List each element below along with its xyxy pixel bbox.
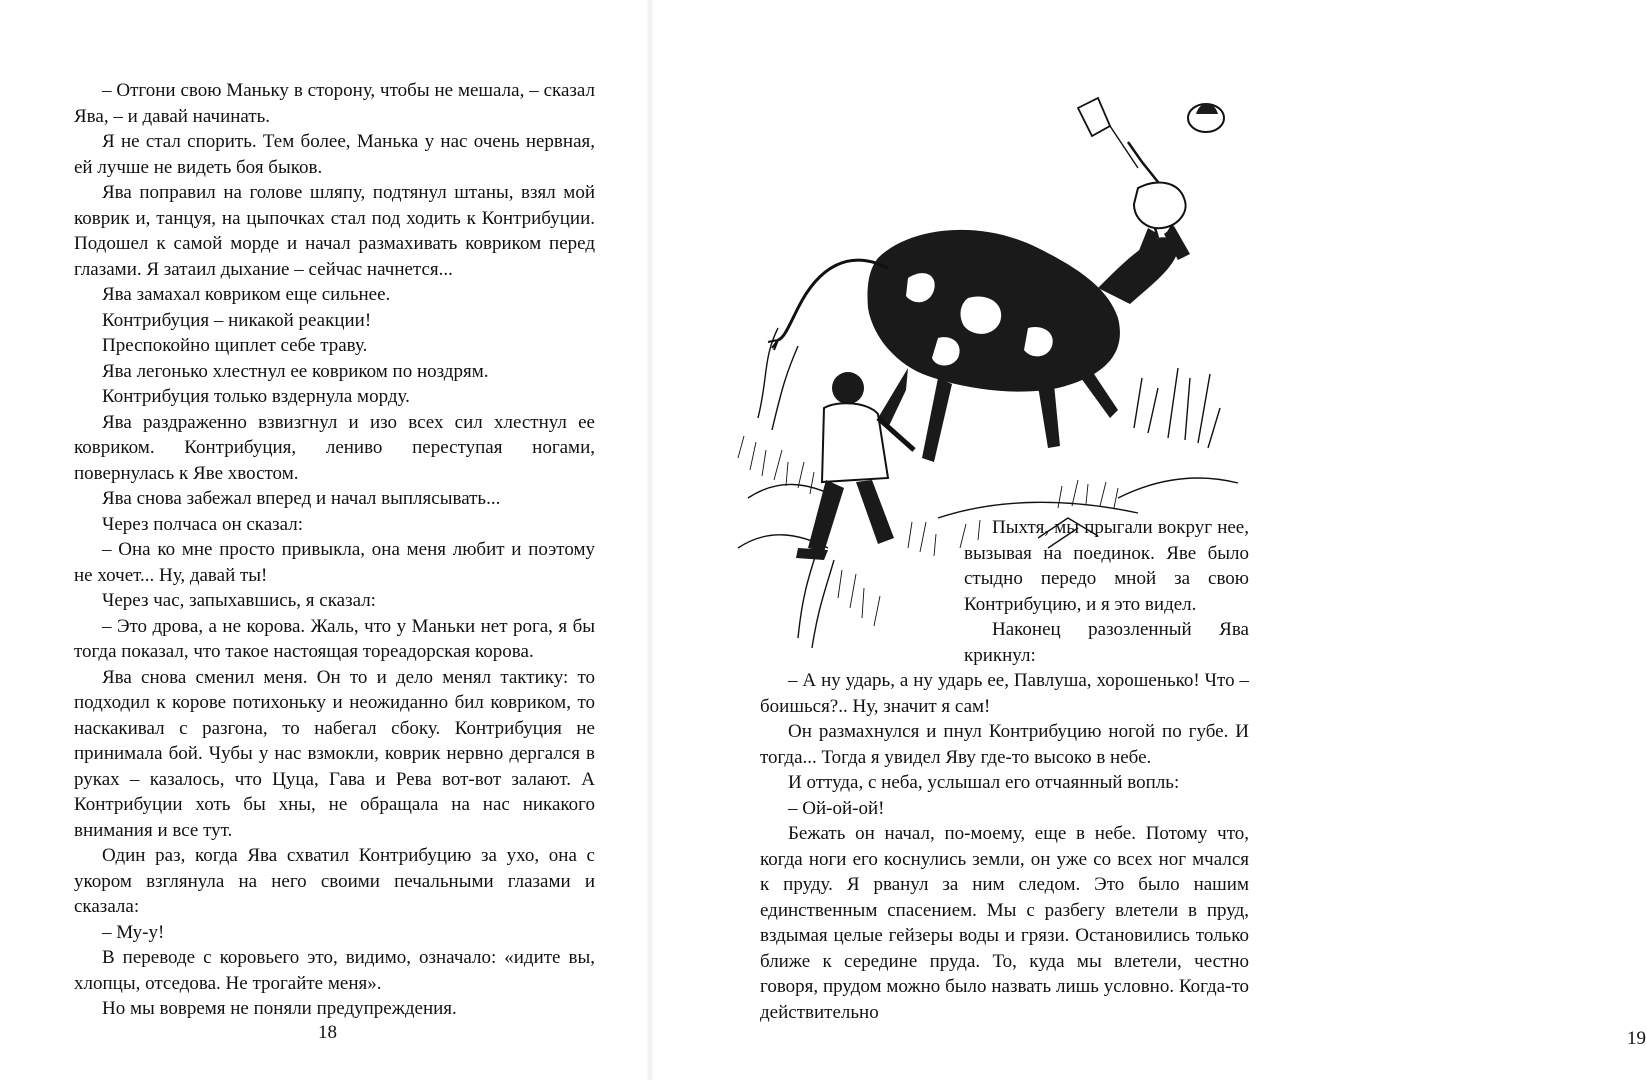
page-number: 18 [318,1022,337,1043]
paragraph: – Му-у! [102,921,165,943]
text-beside-illustration [964,515,1249,668]
paragraph: Бежать он начал, по-моему, еще в небе. Потому что, когда ноги его коснулись земли, он уже со всех ног мчался к пруду. Я рванул за ним следом. Это было нашим единственным спасением. Мы с разбегу влетели в пруд, вздымая целые гейзеры воды и грязи. Остановились только ближе к середине пруда. То, куда мы влетели, честно говоря, прудом можно было назвать лишь условно. Когда-то действительно [760,823,1249,1023]
paragraph: – Ой-ой-ой! [788,797,885,819]
paragraph: В переводе с коровьего это, видимо, означало: «идите вы, хлопцы, отседова. Не трогайте меня». [74,947,595,994]
paragraph: Я не стал спорить. Тем более, Манька у нас очень нервная, ей лучше не видеть боя быков. [74,131,595,178]
paragraph: Но мы вовремя не поняли предупреждения. [102,998,457,1019]
paragraph: Наконец разозленный Ява крикнул: [964,619,1249,666]
paragraph: Преспокойно щиплет себе траву. [102,335,368,356]
paragraph: Ява легонько хлестнул ее ковриком по ноздрям. [102,360,489,382]
paragraph: Ява снова забежал вперед и начал выплясывать... [102,488,501,509]
paragraph: Через час, запыхавшись, я сказал: [102,590,376,611]
paragraph: – Она ко мне просто привыкла, она меня любит и поэтому не хочет... Ну, давай ты! [74,539,595,586]
right-page-text [760,515,1249,1025]
paragraph: Ява поправил на голове шляпу, подтянул штаны, взял мой коврик и, танцуя, на цыпочках стал под ходить к Контрибуции. Подошел к самой морде и начал размахивать ковриком перед глазами. Я затаил дыхание – сейчас начнется... [74,182,595,280]
left-page-text [74,78,595,1022]
left-page [0,0,650,1080]
paragraph: Ява замахал ковриком еще сильнее. [102,284,391,305]
paragraph: Один раз, когда Ява схватил Контрибуцию за ухо, она с укором взглянула на него своими печальными глазами и сказала: [74,845,595,917]
page-number: 19 [1627,1028,1646,1049]
paragraph: И оттуда, с неба, услышал его отчаянный вопль: [788,772,1180,793]
paragraph: Контрибуция – никакой реакции! [102,309,372,331]
paragraph: – Отгони свою Маньку в сторону, чтобы не мешала, – сказал Ява, – и давай начинать. [74,80,595,127]
paragraph: Ява снова сменил меня. Он то и дело менял тактику: то подходил к корове потихоньку и неожиданно бил ковриком, то наскакивал с разгона, то набегал сбоку. Контрибуция не принимала бой. Чубы у нас взмокли, коврик нервно дергался в руках – казалось, что Цуца, Гава и Рева вот-вот залают. А Контрибуции хоть бы хны, не обращала на нас никакого внимания и все тут. [74,666,595,841]
paragraph: Он размахнулся и пнул Контрибуцию ногой по губе. И тогда... Тогда я увидел Яву где-то высоко в небе. [760,721,1249,768]
paragraph: Через полчаса он сказал: [102,513,304,535]
paragraph: – Это дрова, а не корова. Жаль, что у Маньки нет рога, я бы тогда показал, что такое настоящая тореадорская корова. [74,615,595,662]
paragraph: – А ну ударь, а ну ударь ее, Павлуша, хорошенько! Что – боишься?.. Ну, значит я сам! [760,670,1249,717]
paragraph: Контрибуция только вздернула морду. [102,386,410,407]
paragraph: Пыхтя, мы прыгали вокруг нее, вызывая на поединок. Яве было стыдно передо мной за свою Контрибуцию, и я это видел. [964,517,1249,615]
paragraph: Ява раздраженно взвизгнул и изо всех сил хлестнул ее ковриком. Контрибуция, лениво переступая ногами, повернулась к Яве хвостом. [74,411,595,484]
